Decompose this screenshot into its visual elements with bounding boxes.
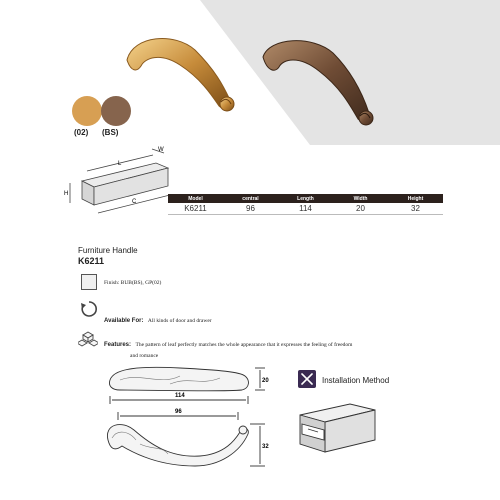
cell-height: 32 [388, 203, 443, 215]
product-model: K6211 [78, 256, 105, 266]
features-text-continued: and romance [130, 353, 159, 359]
bronze-handle-image [255, 35, 385, 130]
spec-table-row [168, 203, 443, 215]
bronze-finish-code: (BS) [102, 128, 119, 137]
features-row [104, 338, 404, 360]
installation-diagram [290, 400, 385, 455]
header-width: Width [333, 194, 388, 203]
length-dimension: 114 [175, 393, 185, 399]
gold-handle-image [115, 30, 250, 115]
finish-text: Finish: BUB(BS), GP(02) [104, 280, 162, 286]
available-text: All kinds of door and drawer [147, 318, 212, 324]
length-label: L [118, 161, 122, 167]
installation-title: Installation Method [322, 376, 390, 385]
gold-finish-swatch [72, 96, 102, 126]
gold-finish-code: (02) [74, 128, 89, 137]
bronze-finish-swatch [101, 96, 131, 126]
hero-background [0, 0, 500, 145]
central-dimension: 96 [175, 409, 182, 415]
spec-table-header-row [168, 194, 443, 203]
width-dimension: 20 [262, 378, 269, 384]
features-text: The pattern of leaf perfectly matches the whole appearance that it expresses the feeling of freedom [135, 342, 353, 348]
header-model: Model [168, 194, 223, 203]
cell-central: 96 [223, 203, 278, 215]
dimension-box-diagram [60, 143, 170, 223]
refresh-icon [80, 300, 98, 318]
product-category: Furniture Handle [78, 246, 138, 255]
hero-banner [0, 0, 500, 145]
available-label: Available For: [104, 318, 144, 324]
central-label: C [132, 199, 137, 205]
header-central: central [223, 194, 278, 203]
height-dimension: 32 [262, 444, 269, 450]
cell-width: 20 [333, 203, 388, 215]
tools-icon [298, 370, 316, 388]
header-height: Height [388, 194, 443, 203]
width-label: W [158, 147, 164, 153]
header-length: Length [278, 194, 333, 203]
features-label: Features: [104, 342, 132, 348]
available-row [104, 309, 212, 327]
spec-table [168, 194, 443, 215]
cubes-icon [78, 330, 98, 350]
technical-drawing [100, 362, 280, 477]
cell-length: 114 [278, 203, 333, 215]
height-label: H [64, 191, 69, 197]
finish-icon [81, 274, 97, 290]
cell-model: K6211 [168, 203, 223, 215]
